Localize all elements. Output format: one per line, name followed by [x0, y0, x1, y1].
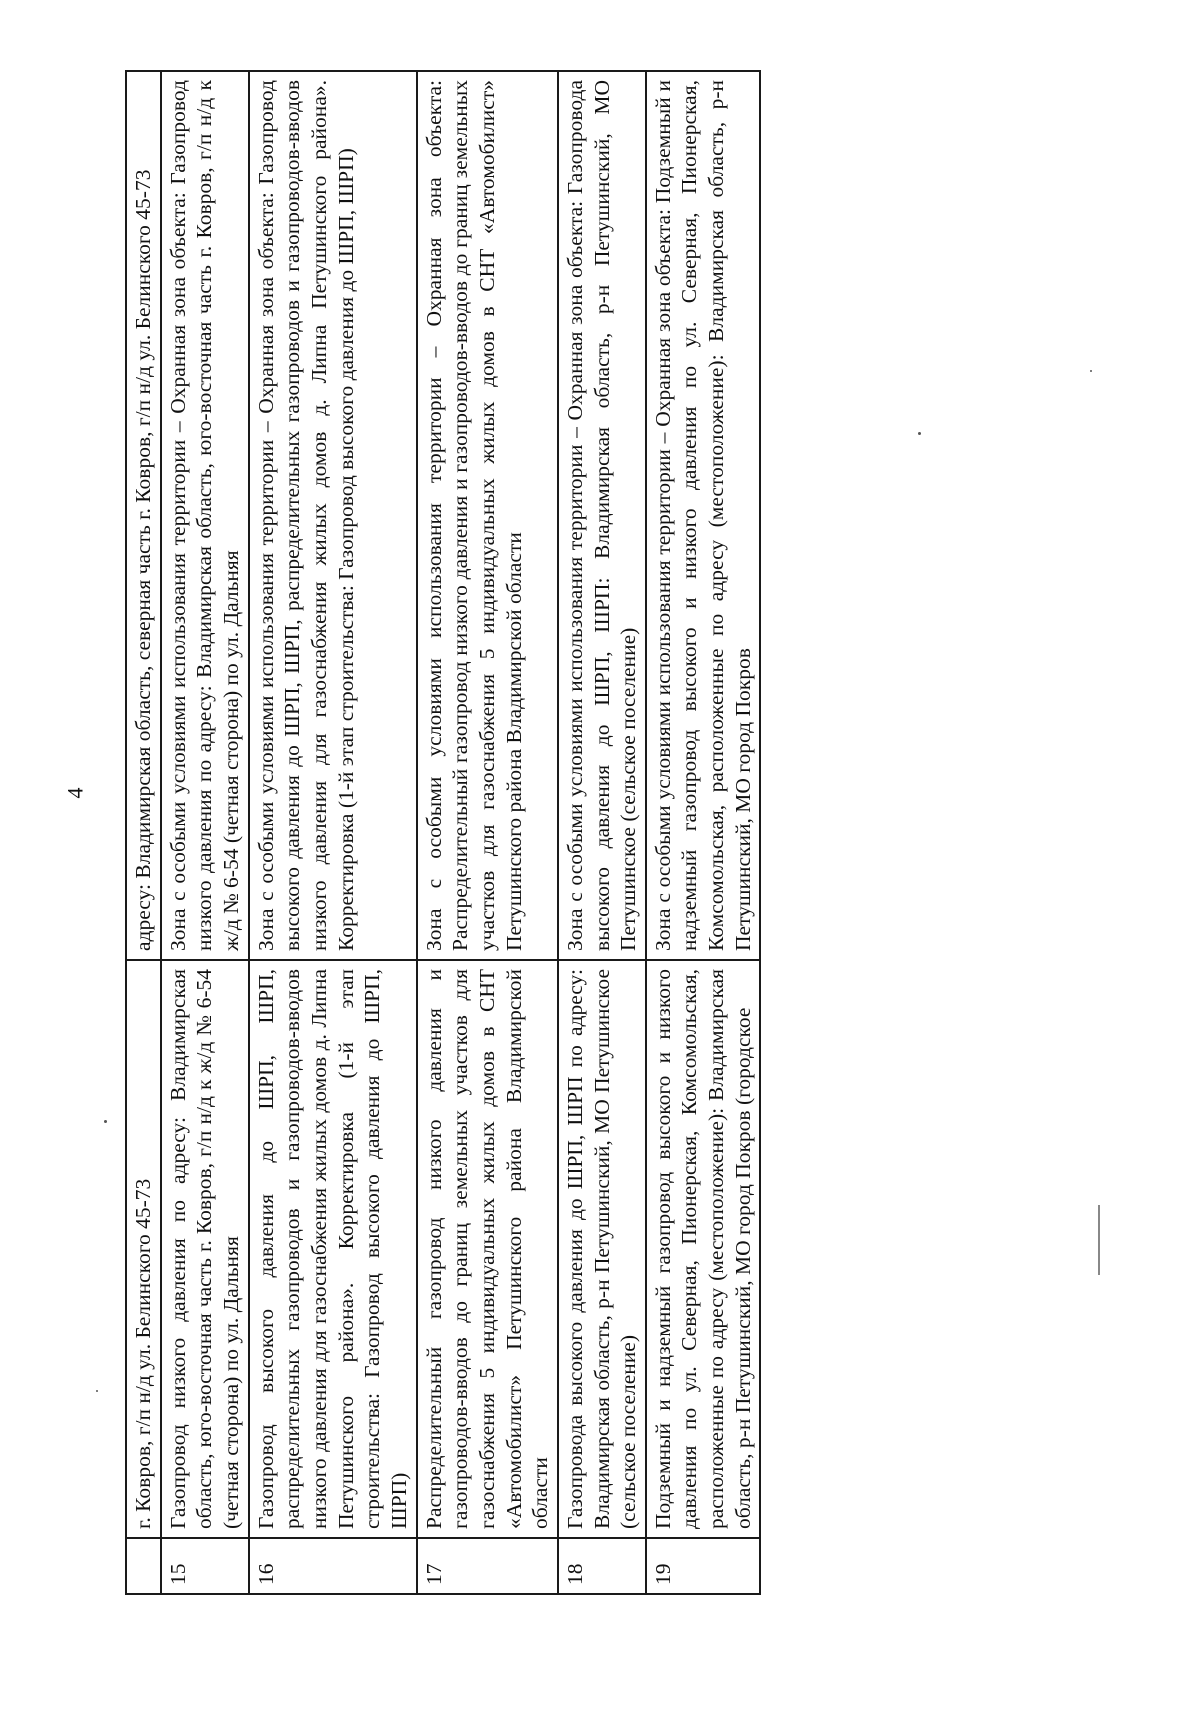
- object-name: Газопровод высокого давления до ШРП, ШРП, распределительных газопроводов и газопроводов-вводов низкого давления для газоснабжения жилых домов д. Липна Петушинского района». Корректировка (1-й этап строительства: Газопровод высокого давления до ШРП, ШРП): [249, 960, 417, 1538]
- table-row: [646, 71, 761, 1594]
- zone-description: Зона с особыми условиями использования территории – Охранная зона объекта: Распределительный газопровод низкого давления и газопроводов-вводов до границ земельных участков для газоснабжения 5 индивидуальных жилых домов в СНТ «Автомобилист» Петушинского района Владимирской области: [417, 71, 558, 960]
- scan-speck: [96, 1390, 98, 1392]
- scan-speck: [104, 1120, 107, 1123]
- scan-speck: [1090, 370, 1092, 372]
- object-name: Распределительный газопровод низкого давления и газопроводов-вводов до границ земельных участков для газоснабжения 5 индивидуальных жилых домов в СНТ «Автомобилист» Петушинского района Владимирской области: [417, 960, 558, 1538]
- zone-description: Зона с особыми условиями использования территории – Охранная зона объекта: Газопровод низкого давления по адресу: Владимирская область, юго-восточная часть г. Ковров, г/п н/д к ж/д № 6-54 (четная сторона) по ул. Дальняя: [161, 71, 249, 960]
- row-number: 17: [417, 1538, 558, 1594]
- row-number: 15: [161, 1538, 249, 1594]
- table-row: [417, 71, 558, 1594]
- zone-description: Зона с особыми условиями использования территории – Охранная зона объекта: Газопровод высокого давления до ШРП, ШРП, распределительных газопроводов и газопроводов-вводов низкого давления для газоснабжения жилых домов д. Липна Петушинского района». Корректировка (1-й этап строительства: Газопровод высокого давления до ШРП, ШРП): [249, 71, 417, 960]
- zone-description: Зона с особыми условиями использования территории – Охранная зона объекта: Газопровода высокого давления до ШРП, ШРП: Владимирская область, р-н Петушинский, МО Петушинское (сельское поселение): [558, 71, 646, 960]
- object-name: Газопровод низкого давления по адресу: Владимирская область, юго-восточная часть г. Ковров, г/п н/д к ж/д № 6-54 (четная сторона) по ул. Дальняя: [161, 960, 249, 1538]
- row-number: 16: [249, 1538, 417, 1594]
- page-number: 4: [62, 787, 88, 799]
- scan-speck: [918, 432, 921, 435]
- zone-description: Зона с особыми условиями использования территории – Охранная зона объекта: Подземный и надземный газопровод высокого и низкого давления по ул. Северная, Пионерская, Комсомольская, расположенные по адресу (местоположение): Владимирская область, р-н Петушинский, МО город Покров: [646, 71, 761, 960]
- rotated-content: [125, 70, 1005, 1595]
- table-row: [249, 71, 417, 1594]
- object-name: Подземный и надземный газопровод высокого и низкого давления по ул. Северная, Пионерская, Комсомольская, расположенные по адресу (местоположение): Владимирская область, р-н Петушинский, МО город Покров (городское: [646, 960, 761, 1538]
- table-row: [126, 71, 161, 1594]
- row-number: 18: [558, 1538, 646, 1594]
- scan-mark: [1098, 1205, 1100, 1275]
- table-row: [558, 71, 646, 1594]
- row-number: 19: [646, 1538, 761, 1594]
- object-name: г. Ковров, г/п н/д ул. Белинского 45-73: [126, 960, 161, 1538]
- table-row: [161, 71, 249, 1594]
- zone-description: адресу: Владимирская область, северная часть г. Ковров, г/п н/д ул. Белинского 45-73: [126, 71, 161, 960]
- zones-table: [125, 70, 761, 1595]
- object-name: Газопровода высокого давления до ШРП, ШРП по адресу: Владимирская область, р-н Петушинский, МО Петушинское (сельское поселение): [558, 960, 646, 1538]
- row-number: [126, 1538, 161, 1594]
